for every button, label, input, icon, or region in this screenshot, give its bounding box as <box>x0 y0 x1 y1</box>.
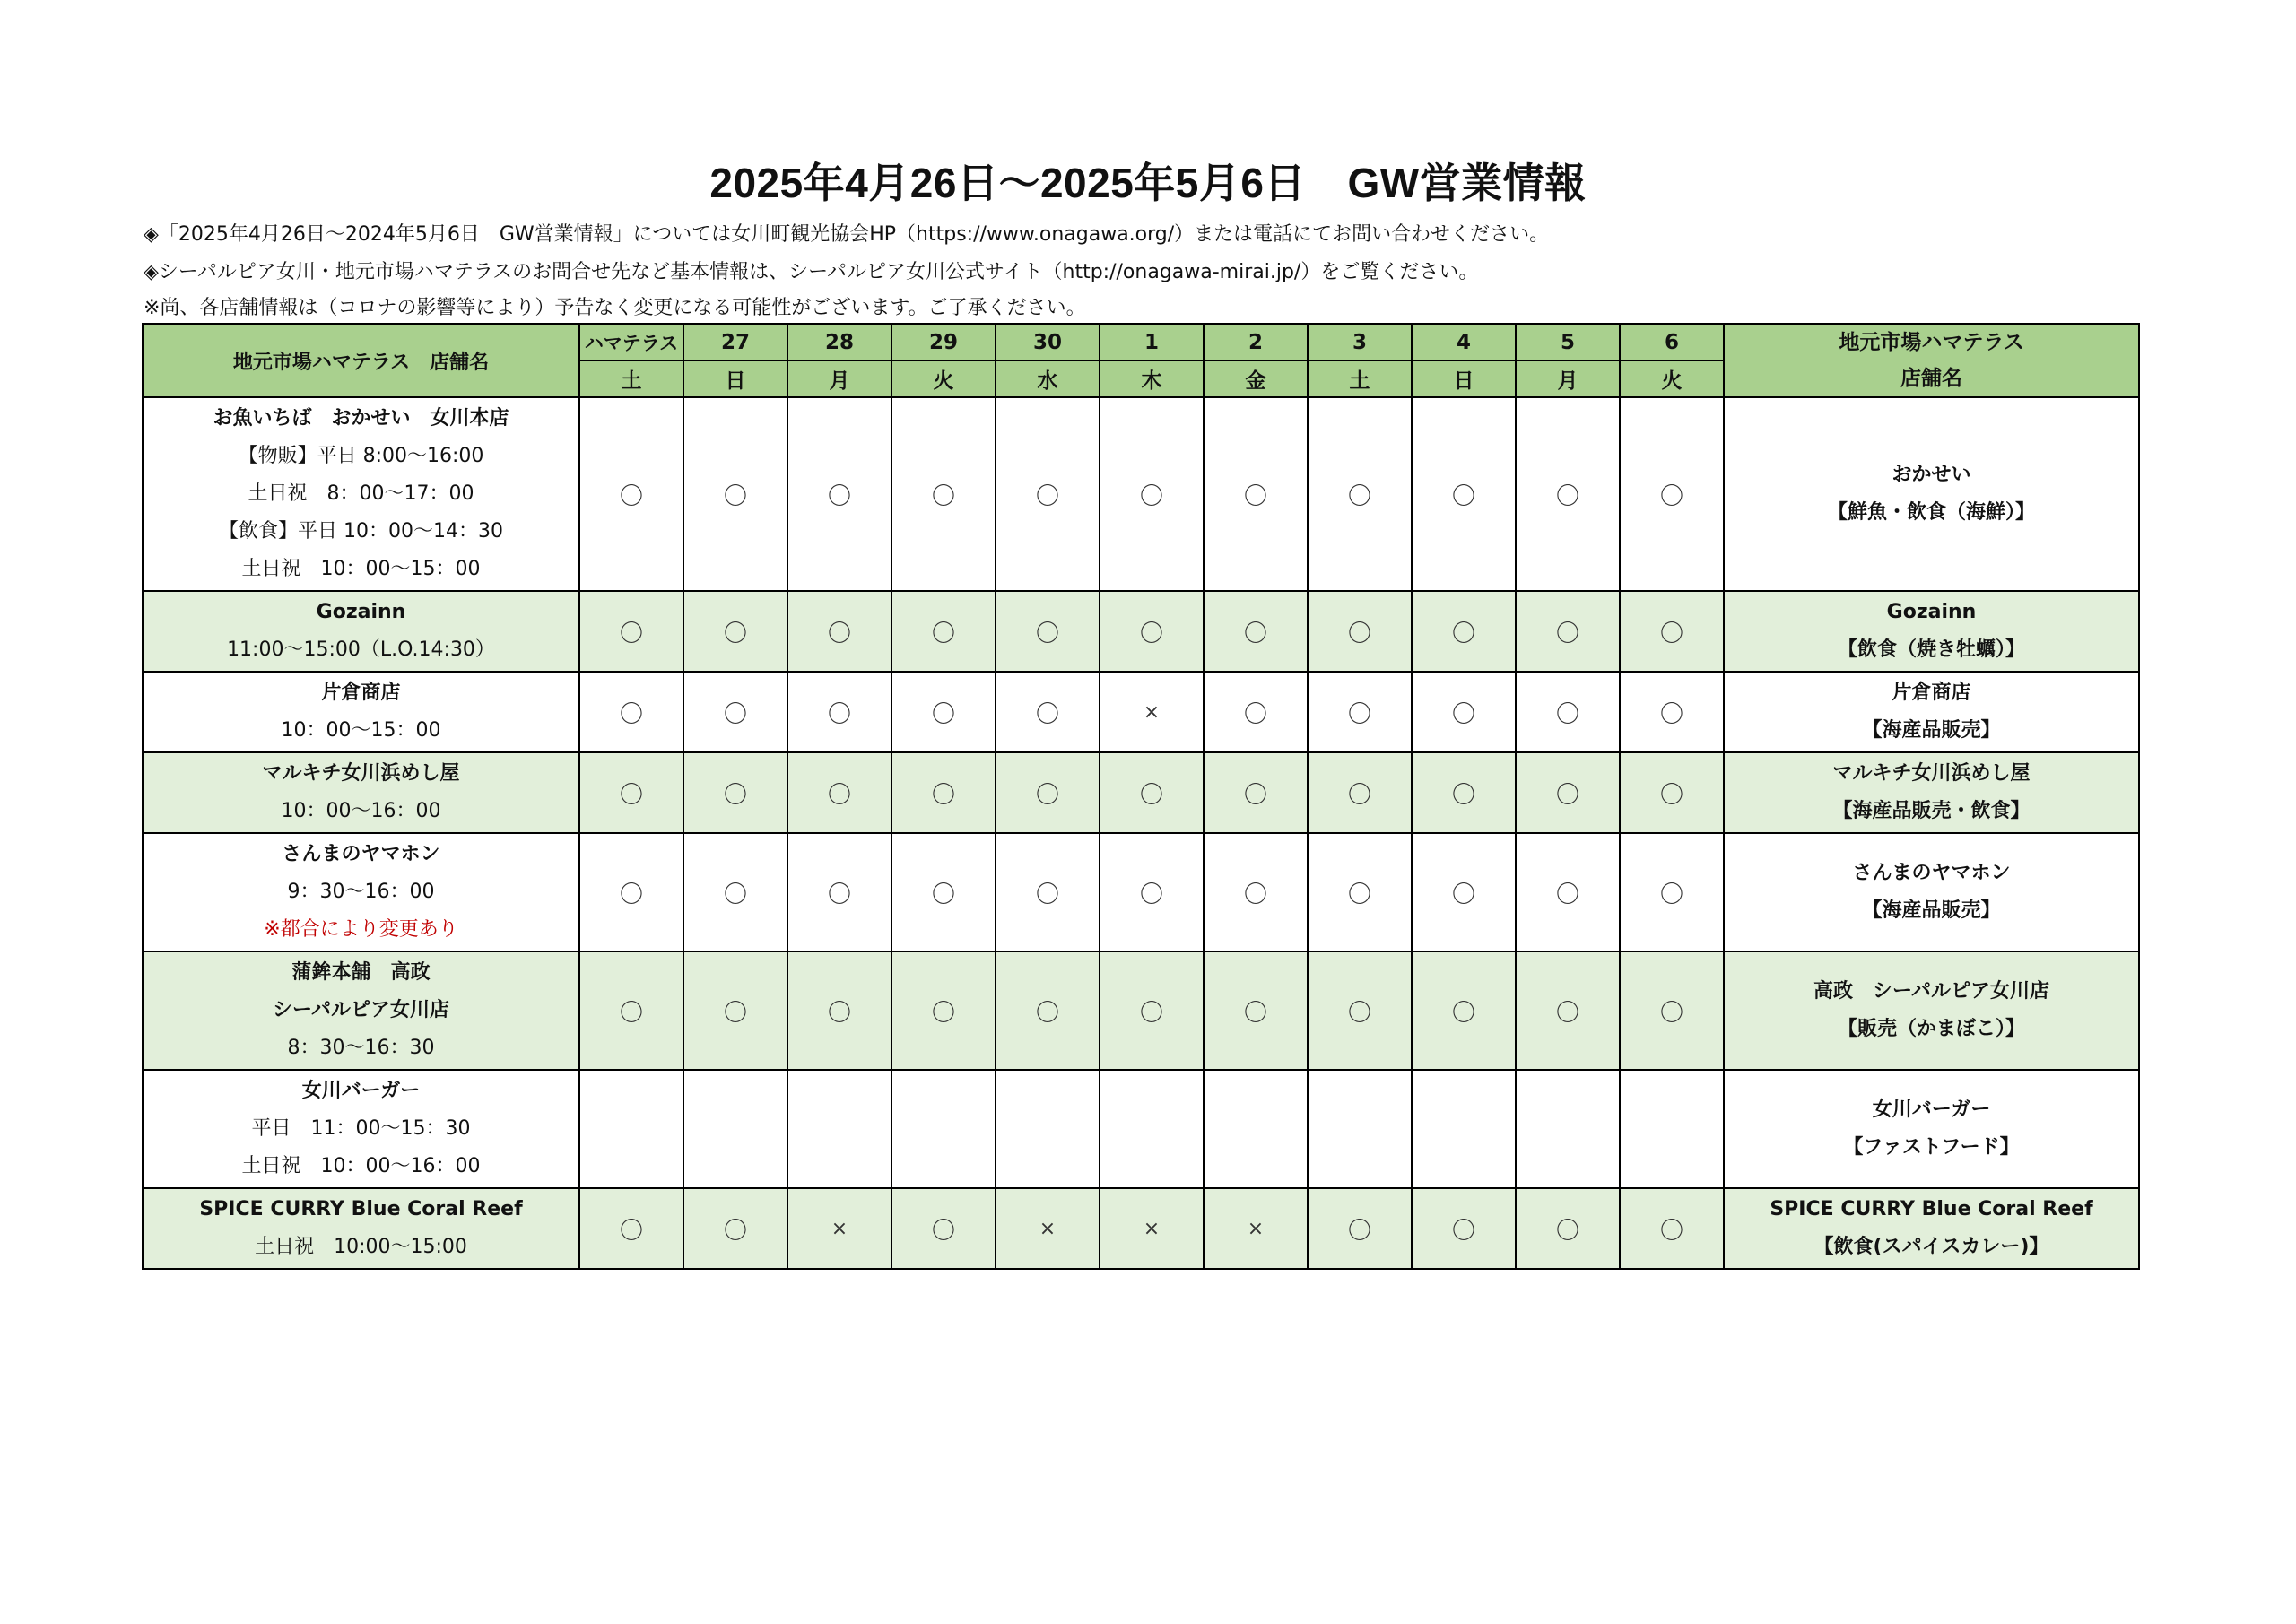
store-name: お魚いちば おかせい 女川本店 <box>213 407 509 430</box>
day-status-cell <box>996 591 1100 672</box>
header-right-label: 地元市場ハマテラス <box>1839 331 2024 354</box>
store-hours: 【飲食】平日 10：00～14：30 <box>219 520 503 543</box>
header-date: 29 <box>891 324 996 360</box>
open-mark: 〇 <box>1139 620 1163 647</box>
open-mark: 〇 <box>1139 482 1163 510</box>
open-mark: 〇 <box>1243 999 1267 1027</box>
store-category-cell <box>1724 1188 2139 1269</box>
day-status-cell <box>1308 591 1412 672</box>
open-mark: 〇 <box>1347 881 1371 908</box>
store-info-cell <box>143 591 579 672</box>
day-status-cell <box>1620 1070 1724 1188</box>
day-status-cell <box>891 752 996 833</box>
day-status-cell <box>787 752 891 833</box>
store-category: 【海産品販売・飲食】 <box>1832 800 2031 822</box>
open-mark: 〇 <box>619 482 643 510</box>
store-info-cell <box>143 833 579 951</box>
day-status-cell <box>1100 591 1204 672</box>
store-category: 【販売（かまぼこ）】 <box>1837 1018 2025 1040</box>
header-date: 6 <box>1620 324 1724 360</box>
store-hours: 8：30～16：30 <box>287 1037 435 1059</box>
open-mark: 〇 <box>619 700 643 728</box>
day-status-cell <box>579 1070 683 1188</box>
open-mark: 〇 <box>931 620 955 647</box>
open-mark: 〇 <box>1139 999 1163 1027</box>
day-status-cell <box>1100 672 1204 752</box>
day-status-cell <box>579 833 683 951</box>
open-mark: 〇 <box>827 999 851 1027</box>
day-status-cell <box>1516 397 1620 591</box>
day-status-cell <box>1620 951 1724 1070</box>
day-status-cell <box>1204 672 1308 752</box>
day-status-cell <box>1308 1188 1412 1269</box>
store-category-cell <box>1724 833 2139 951</box>
day-status-cell <box>683 1188 787 1269</box>
day-status-cell <box>1204 833 1308 951</box>
open-mark: 〇 <box>1451 620 1475 647</box>
open-mark: 〇 <box>1555 620 1579 647</box>
store-category-cell <box>1724 752 2139 833</box>
open-mark: 〇 <box>1347 482 1371 510</box>
open-mark: 〇 <box>931 482 955 510</box>
open-mark: 〇 <box>723 781 747 809</box>
header-weekday: 金 <box>1204 360 1308 397</box>
open-mark: 〇 <box>1451 1217 1475 1245</box>
day-status-cell <box>1204 951 1308 1070</box>
store-hours: 土日祝 10:00～15:00 <box>255 1236 467 1258</box>
open-mark: 〇 <box>1347 999 1371 1027</box>
open-mark: 〇 <box>1451 881 1475 908</box>
day-status-cell <box>1308 951 1412 1070</box>
store-category: 【海産品販売】 <box>1862 899 2001 922</box>
day-status-cell <box>787 591 891 672</box>
store-row <box>143 951 2139 1070</box>
day-status-cell <box>683 591 787 672</box>
header-right-store-name <box>1724 324 2139 397</box>
day-status-cell <box>683 397 787 591</box>
header-date: 2 <box>1204 324 1308 360</box>
page-title: 2025年4月26日～2025年5月6日 GW営業情報 <box>709 160 1587 206</box>
header-date: 30 <box>996 324 1100 360</box>
day-status-cell <box>787 1070 891 1188</box>
day-status-cell <box>683 672 787 752</box>
open-mark: 〇 <box>1451 482 1475 510</box>
open-mark: 〇 <box>827 881 851 908</box>
day-status-cell <box>1412 1188 1516 1269</box>
store-row <box>143 672 2139 752</box>
store-name: 片倉商店 <box>321 682 401 704</box>
day-status-cell <box>1204 591 1308 672</box>
day-status-cell <box>1100 1070 1204 1188</box>
open-mark: 〇 <box>1555 999 1579 1027</box>
open-mark: 〇 <box>619 1217 643 1245</box>
open-mark: 〇 <box>1555 881 1579 908</box>
day-status-cell <box>683 1070 787 1188</box>
open-mark: 〇 <box>1347 620 1371 647</box>
day-status-cell <box>1516 1070 1620 1188</box>
closed-mark: × <box>831 1217 848 1240</box>
store-hours: 10：00～16：00 <box>281 800 441 822</box>
open-mark: 〇 <box>1035 620 1059 647</box>
day-status-cell <box>787 672 891 752</box>
open-mark: 〇 <box>1555 1217 1579 1245</box>
open-mark: 〇 <box>1139 781 1163 809</box>
day-status-cell <box>1308 833 1412 951</box>
open-mark: 〇 <box>1451 781 1475 809</box>
day-status-cell <box>787 397 891 591</box>
open-mark: 〇 <box>1347 700 1371 728</box>
header-date: 27 <box>683 324 787 360</box>
store-category: 【飲食(スパイスカレー)】 <box>1813 1236 2049 1258</box>
day-status-cell <box>891 591 996 672</box>
store-row <box>143 397 2139 591</box>
open-mark: 〇 <box>1243 781 1267 809</box>
open-mark: 〇 <box>827 781 851 809</box>
closed-mark: × <box>1143 700 1161 724</box>
store-hours: 平日 11：00～15：30 <box>251 1117 471 1140</box>
open-mark: 〇 <box>1555 482 1579 510</box>
open-mark: 〇 <box>1347 1217 1371 1245</box>
day-status-cell <box>891 1070 996 1188</box>
day-status-cell <box>1308 752 1412 833</box>
header-weekday: 月 <box>787 360 891 397</box>
day-status-cell <box>1308 397 1412 591</box>
open-mark: 〇 <box>1035 781 1059 809</box>
day-status-cell <box>996 1070 1100 1188</box>
day-status-cell <box>1412 752 1516 833</box>
store-info-cell <box>143 951 579 1070</box>
open-mark: 〇 <box>1139 881 1163 908</box>
store-short-name: 女川バーガー <box>1872 1099 1991 1121</box>
day-status-cell <box>579 672 683 752</box>
store-name: マルキチ女川浜めし屋 <box>262 762 460 785</box>
header-date: 3 <box>1308 324 1412 360</box>
open-mark: 〇 <box>931 999 955 1027</box>
open-mark: 〇 <box>1659 1217 1683 1245</box>
day-status-cell <box>787 1188 891 1269</box>
info-note-disclaimer: ※尚、各店舗情報は（コロナの影響等により）予告なく変更になる可能性がございます。ご了承ください。 <box>144 297 1086 319</box>
store-info-cell <box>143 397 579 591</box>
store-name: 女川バーガー <box>301 1080 421 1102</box>
open-mark: 〇 <box>1243 881 1267 908</box>
store-category: 【ファストフード】 <box>1843 1136 2020 1159</box>
open-mark: 〇 <box>931 781 955 809</box>
header-weekday: 水 <box>996 360 1100 397</box>
store-hours: 11:00～15:00（L.O.14:30） <box>227 638 495 661</box>
open-mark: 〇 <box>827 700 851 728</box>
header-weekday: 土 <box>1308 360 1412 397</box>
day-status-cell <box>996 752 1100 833</box>
closed-mark: × <box>1143 1217 1161 1240</box>
header-weekday: 月 <box>1516 360 1620 397</box>
day-status-cell <box>1516 672 1620 752</box>
day-status-cell <box>1204 397 1308 591</box>
open-mark: 〇 <box>1659 700 1683 728</box>
day-status-cell <box>1100 397 1204 591</box>
open-mark: 〇 <box>931 1217 955 1245</box>
day-status-cell <box>579 591 683 672</box>
open-mark: 〇 <box>619 881 643 908</box>
store-category-cell <box>1724 1070 2139 1188</box>
day-status-cell <box>1308 1070 1412 1188</box>
header-store-name: 地元市場ハマテラス 店舗名 <box>143 324 579 397</box>
day-status-cell <box>996 672 1100 752</box>
day-status-cell <box>1620 752 1724 833</box>
store-name: さんまのヤマホン <box>282 843 440 865</box>
header-weekday: 火 <box>1620 360 1724 397</box>
open-mark: 〇 <box>827 620 851 647</box>
header-weekday: 木 <box>1100 360 1204 397</box>
store-warning: ※都合により変更あり <box>264 918 458 941</box>
day-status-cell <box>1620 1188 1724 1269</box>
day-status-cell <box>1412 397 1516 591</box>
store-row <box>143 1070 2139 1188</box>
open-mark: 〇 <box>619 620 643 647</box>
day-status-cell <box>683 951 787 1070</box>
open-mark: 〇 <box>619 781 643 809</box>
header-date: 5 <box>1516 324 1620 360</box>
open-mark: 〇 <box>1659 881 1683 908</box>
open-mark: 〇 <box>1243 482 1267 510</box>
day-status-cell <box>996 1188 1100 1269</box>
open-mark: 〇 <box>1035 482 1059 510</box>
open-mark: 〇 <box>723 700 747 728</box>
day-status-cell <box>891 397 996 591</box>
store-name: 蒲鉾本舗 高政 <box>291 961 430 984</box>
info-note-official-site: ◈シーパルピア女川・地元市場ハマテラスのお問合せ先など基本情報は、シーパルピア女川公式サイト（http://onagawa-mirai.jp/）をご覧ください。 <box>144 261 1479 283</box>
day-status-cell <box>1204 752 1308 833</box>
open-mark: 〇 <box>931 700 955 728</box>
header-date: 1 <box>1100 324 1204 360</box>
day-status-cell <box>1412 951 1516 1070</box>
store-row <box>143 1188 2139 1269</box>
open-mark: 〇 <box>1243 700 1267 728</box>
header-date: ハマテラス <box>579 324 683 360</box>
open-mark: 〇 <box>723 999 747 1027</box>
open-mark: 〇 <box>723 620 747 647</box>
store-short-name: マルキチ女川浜めし屋 <box>1832 762 2031 785</box>
day-status-cell <box>1516 591 1620 672</box>
store-category: 【飲食（焼き牡蠣）】 <box>1837 638 2025 661</box>
store-info-cell <box>143 1070 579 1188</box>
store-category-cell <box>1724 951 2139 1070</box>
open-mark: 〇 <box>1451 700 1475 728</box>
open-mark: 〇 <box>1035 999 1059 1027</box>
open-mark: 〇 <box>1035 700 1059 728</box>
open-mark: 〇 <box>827 482 851 510</box>
day-status-cell <box>579 397 683 591</box>
day-status-cell <box>996 951 1100 1070</box>
day-status-cell <box>1516 752 1620 833</box>
day-status-cell <box>579 951 683 1070</box>
open-mark: 〇 <box>619 999 643 1027</box>
store-info-cell <box>143 672 579 752</box>
closed-mark: × <box>1039 1217 1057 1240</box>
day-status-cell <box>996 397 1100 591</box>
day-status-cell <box>1620 397 1724 591</box>
day-status-cell <box>1620 591 1724 672</box>
day-status-cell <box>1308 672 1412 752</box>
header-right-label: 店舗名 <box>1900 367 1962 390</box>
store-short-name: Gozainn <box>1886 601 1977 623</box>
day-status-cell <box>1620 672 1724 752</box>
day-status-cell <box>1100 1188 1204 1269</box>
header-date: 4 <box>1412 324 1516 360</box>
store-short-name: おかせい <box>1892 464 1971 486</box>
open-mark: 〇 <box>723 482 747 510</box>
day-status-cell <box>579 1188 683 1269</box>
day-status-cell <box>1412 1070 1516 1188</box>
day-status-cell <box>683 752 787 833</box>
open-mark: 〇 <box>723 1217 747 1245</box>
open-mark: 〇 <box>1555 700 1579 728</box>
header-weekday: 日 <box>683 360 787 397</box>
day-status-cell <box>1516 1188 1620 1269</box>
store-name: SPICE CURRY Blue Coral Reef <box>199 1198 523 1220</box>
open-mark: 〇 <box>1451 999 1475 1027</box>
open-mark: 〇 <box>1555 781 1579 809</box>
day-status-cell <box>683 833 787 951</box>
header-weekday: 土 <box>579 360 683 397</box>
day-status-cell <box>891 1188 996 1269</box>
header-weekday: 火 <box>891 360 996 397</box>
store-info-cell <box>143 1188 579 1269</box>
day-status-cell <box>891 833 996 951</box>
store-short-name: SPICE CURRY Blue Coral Reef <box>1770 1198 2093 1220</box>
day-status-cell <box>891 672 996 752</box>
store-hours: シーパルピア女川店 <box>273 999 449 1021</box>
store-short-name: さんまのヤマホン <box>1852 862 2011 884</box>
store-hours: 土日祝 8：00～17：00 <box>248 482 474 505</box>
day-status-cell <box>787 951 891 1070</box>
store-category: 【鮮魚・飲食（海鮮）】 <box>1827 501 2035 524</box>
open-mark: 〇 <box>1659 620 1683 647</box>
day-status-cell <box>1516 833 1620 951</box>
day-status-cell <box>1100 951 1204 1070</box>
store-hours: 土日祝 10：00～16：00 <box>241 1155 481 1177</box>
open-mark: 〇 <box>1243 620 1267 647</box>
open-mark: 〇 <box>1035 881 1059 908</box>
closed-mark: × <box>1247 1217 1265 1240</box>
header-weekday: 日 <box>1412 360 1516 397</box>
info-note-tourism: ◈「2025年4月26日～2024年5月6日 GW営業情報」については女川町観光協会HP（https://www.onagawa.org/）または電話にてお問い合わせください。 <box>144 223 1550 246</box>
day-status-cell <box>787 833 891 951</box>
header-date: 28 <box>787 324 891 360</box>
store-name: Gozainn <box>316 601 406 623</box>
business-hours-table <box>142 323 2140 1270</box>
day-status-cell <box>1412 591 1516 672</box>
store-short-name: 片倉商店 <box>1892 682 1971 704</box>
store-row <box>143 591 2139 672</box>
store-category: 【海産品販売】 <box>1862 719 2001 742</box>
open-mark: 〇 <box>1659 999 1683 1027</box>
day-status-cell <box>996 833 1100 951</box>
open-mark: 〇 <box>931 881 955 908</box>
store-info-cell <box>143 752 579 833</box>
day-status-cell <box>1204 1070 1308 1188</box>
day-status-cell <box>891 951 996 1070</box>
store-hours: 土日祝 10：00～15：00 <box>241 558 481 580</box>
day-status-cell <box>1100 752 1204 833</box>
store-hours: 10：00～15：00 <box>281 719 441 742</box>
day-status-cell <box>1620 833 1724 951</box>
store-category-cell <box>1724 672 2139 752</box>
store-short-name: 高政 シーパルピア女川店 <box>1813 980 2049 1003</box>
store-category-cell <box>1724 397 2139 591</box>
store-hours: 【物販】平日 8:00～16:00 <box>238 445 484 467</box>
store-category-cell <box>1724 591 2139 672</box>
day-status-cell <box>1516 951 1620 1070</box>
day-status-cell <box>1100 833 1204 951</box>
day-status-cell <box>579 752 683 833</box>
open-mark: 〇 <box>1659 482 1683 510</box>
store-row <box>143 752 2139 833</box>
day-status-cell <box>1412 833 1516 951</box>
open-mark: 〇 <box>1347 781 1371 809</box>
store-hours: 9：30～16：00 <box>287 881 435 903</box>
store-row <box>143 833 2139 951</box>
day-status-cell <box>1204 1188 1308 1269</box>
open-mark: 〇 <box>723 881 747 908</box>
open-mark: 〇 <box>1659 781 1683 809</box>
day-status-cell <box>1412 672 1516 752</box>
